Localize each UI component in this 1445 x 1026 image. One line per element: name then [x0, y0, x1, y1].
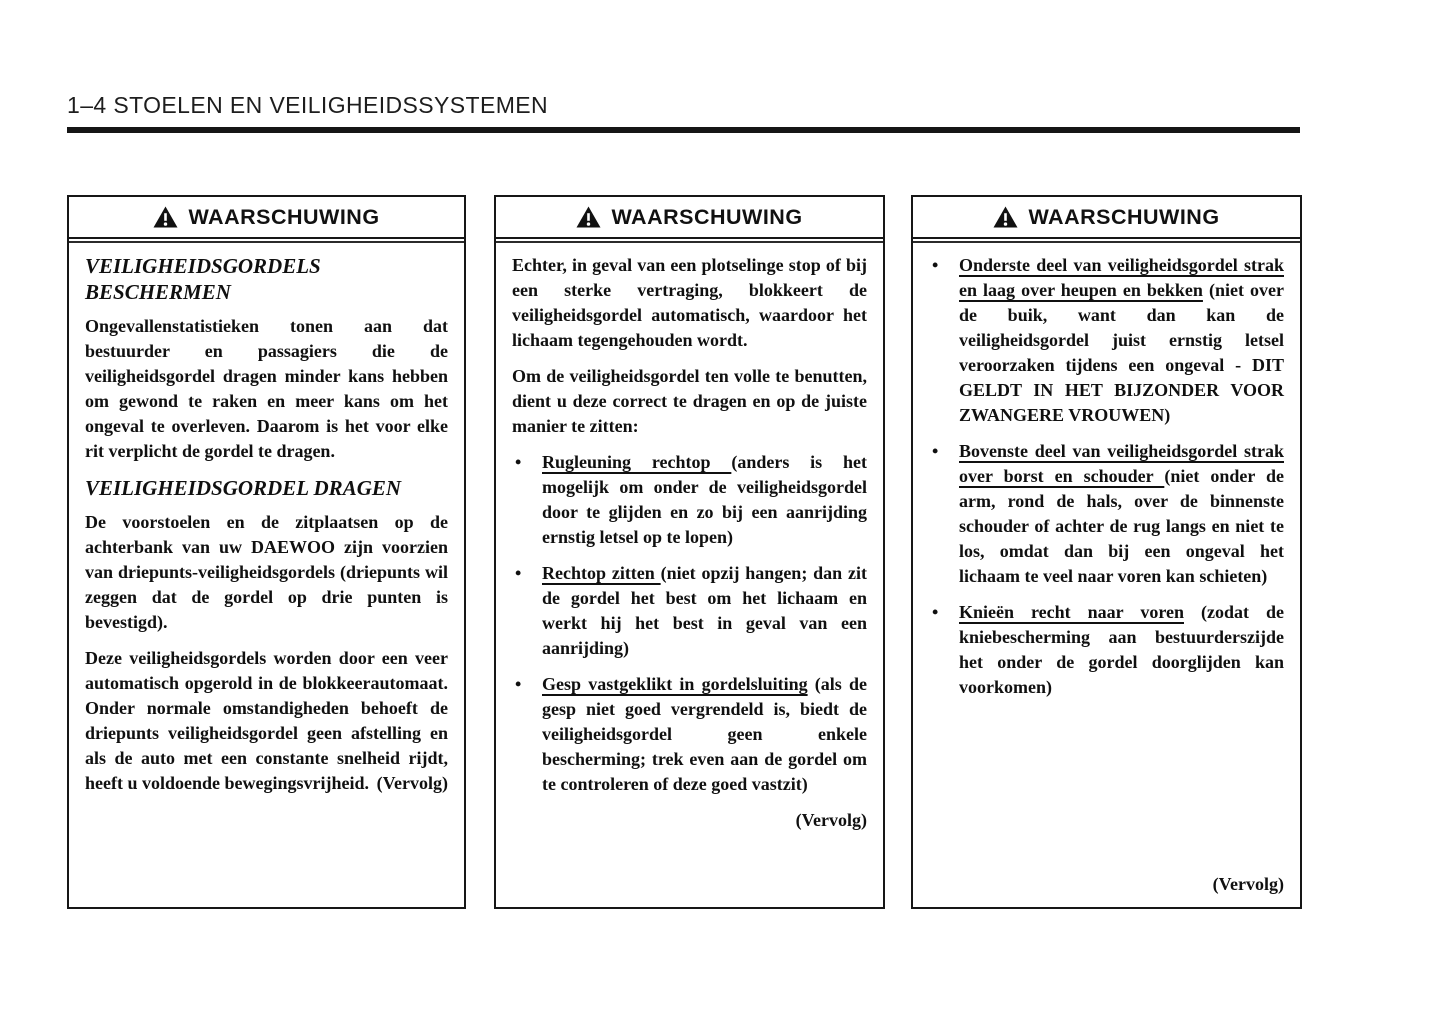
paragraph-text: Deze veiligheidsgordels worden door een veer automatisch opgerold in de blokkeerautomaat. Onder normale omstandigheden behoeft de driepunts veiligheidsgordel geen afstelling en als de auto met een constante snelheid rijdt, heeft u voldoende bewegingsvrijheid. — [85, 648, 448, 793]
warning-box-title: WAARSCHUWING — [611, 204, 803, 229]
bullet-item — [929, 600, 1284, 700]
warning-triangle-icon — [993, 206, 1018, 228]
bullet-item — [512, 450, 867, 550]
bullet-marker: • — [932, 255, 939, 275]
bullet-rest: (als de gesp niet goed vergrendeld is, biedt de veiligheidsgordel geen enkele bescherming; trek even aan de gordel om te controleren of deze goed vastzit) — [542, 674, 867, 794]
bullet-lead: Rechtop zitten — [542, 563, 661, 583]
header-rule — [67, 127, 1300, 133]
bullet-rest: (niet over de buik, want dan kan de veiligheidsgordel juist ernstig letsel veroorzaken tijdens een ongeval - DIT GELDT IN HET BIJZONDER VOOR ZWANGERE VROUWEN) — [959, 280, 1284, 425]
paragraph: Echter, in geval van een plotselinge stop of bij een sterke vertraging, blokkeert de veiligheidsgordel automatisch, waardoor het lichaam tegengehouden wordt. — [512, 255, 867, 350]
warning-triangle-icon — [153, 206, 178, 228]
bullet-marker: • — [932, 441, 939, 461]
section-heading: VEILIGHEIDSGORDEL DRAGEN — [85, 476, 402, 500]
bullet-text — [542, 450, 867, 550]
bullet-lead: Bovenste deel van veiligheidsgordel strak over borst en schouder — [959, 441, 1284, 486]
warning-triangle-icon — [576, 206, 601, 228]
paragraph: Ongevallenstatistieken tonen aan dat bestuurder en passagiers die de veiligheidsgordel dragen minder kans hebben om gewond te raken en meer kans om het ongeval te overleven. Daarom is het voor elke rit verplicht de gordel te dragen. — [85, 316, 448, 461]
warning-box-3-header — [913, 197, 1300, 239]
bullet-lead: Gesp vastgeklikt in gordelsluiting — [542, 674, 808, 694]
section-heading: VEILIGHEIDSGORDELS BESCHERMEN — [85, 254, 321, 304]
bullet-item — [929, 439, 1284, 589]
bullet-text — [542, 672, 867, 797]
warning-box-3-body — [913, 239, 1300, 907]
warning-box-3 — [911, 195, 1302, 909]
bullet-text — [542, 561, 867, 661]
bullet-lead: Onderste deel van veiligheidsgordel strak en laag over heupen en bekken — [959, 255, 1284, 300]
vervolg-note: (Vervolg) — [795, 810, 867, 830]
bullet-lead: Knieën recht naar voren — [959, 602, 1184, 622]
warning-box-title: WAARSCHUWING — [188, 204, 380, 229]
paragraph: De voorstoelen en de zitplaatsen op de achterbank van uw DAEWOO zijn voorzien van driepunts-veiligheidsgordels (driepunts wil zeggen dat de gordel op drie punten is bevestigd). — [85, 512, 448, 632]
bullet-item — [929, 253, 1284, 428]
bullet-item — [512, 561, 867, 661]
bullet-text — [959, 253, 1284, 428]
bullet-marker: • — [515, 563, 522, 583]
page-title: 1–4 STOELEN EN VEILIGHEIDSSYSTEMEN — [67, 92, 549, 118]
warning-box-1-header — [69, 197, 464, 239]
bullet-lead: Rugleuning rechtop — [542, 452, 732, 472]
bullet-item — [512, 672, 867, 797]
bullet-rest: (niet onder de arm, rond de hals, over de binnenste schouder of achter de rug langs en niet te los, omdat dan bij een ongeval het lichaam te veel naar voren kan schieten) — [959, 466, 1284, 586]
bullet-rest: (anders is het mogelijk om onder de veiligheidsgordel door te glijden en zo bij een aanrijding ernstig letsel op te lopen) — [542, 452, 867, 547]
warning-box-title: WAARSCHUWING — [1028, 204, 1220, 229]
bullet-marker: • — [515, 674, 522, 694]
bullet-rest: (zodat de kniebescherming aan bestuurderszijde het onder de gordel doorglijden kan voorkomen) — [959, 602, 1284, 697]
warning-box-2 — [494, 195, 885, 909]
bullet-rest: (niet opzij hangen; dan zit de gordel het best om het lichaam en werkt hij het best in geval van een aanrijding) — [542, 563, 867, 658]
warning-box-2-body — [496, 239, 883, 907]
warning-box-2-header — [496, 197, 883, 239]
warning-box-1 — [67, 195, 466, 909]
warning-box-1-body — [69, 239, 464, 907]
paragraph: Om de veiligheidsgordel ten volle te benutten, dient u deze correct te dragen en op de juiste manier te zitten: — [512, 366, 867, 436]
bullet-marker: • — [515, 452, 522, 472]
vervolg-note: (Vervolg) — [376, 773, 448, 793]
bullet-text — [959, 600, 1284, 700]
bullet-text — [959, 439, 1284, 589]
paragraph — [85, 646, 448, 796]
vervolg-note: (Vervolg) — [1212, 874, 1284, 894]
bullet-marker: • — [932, 602, 939, 622]
